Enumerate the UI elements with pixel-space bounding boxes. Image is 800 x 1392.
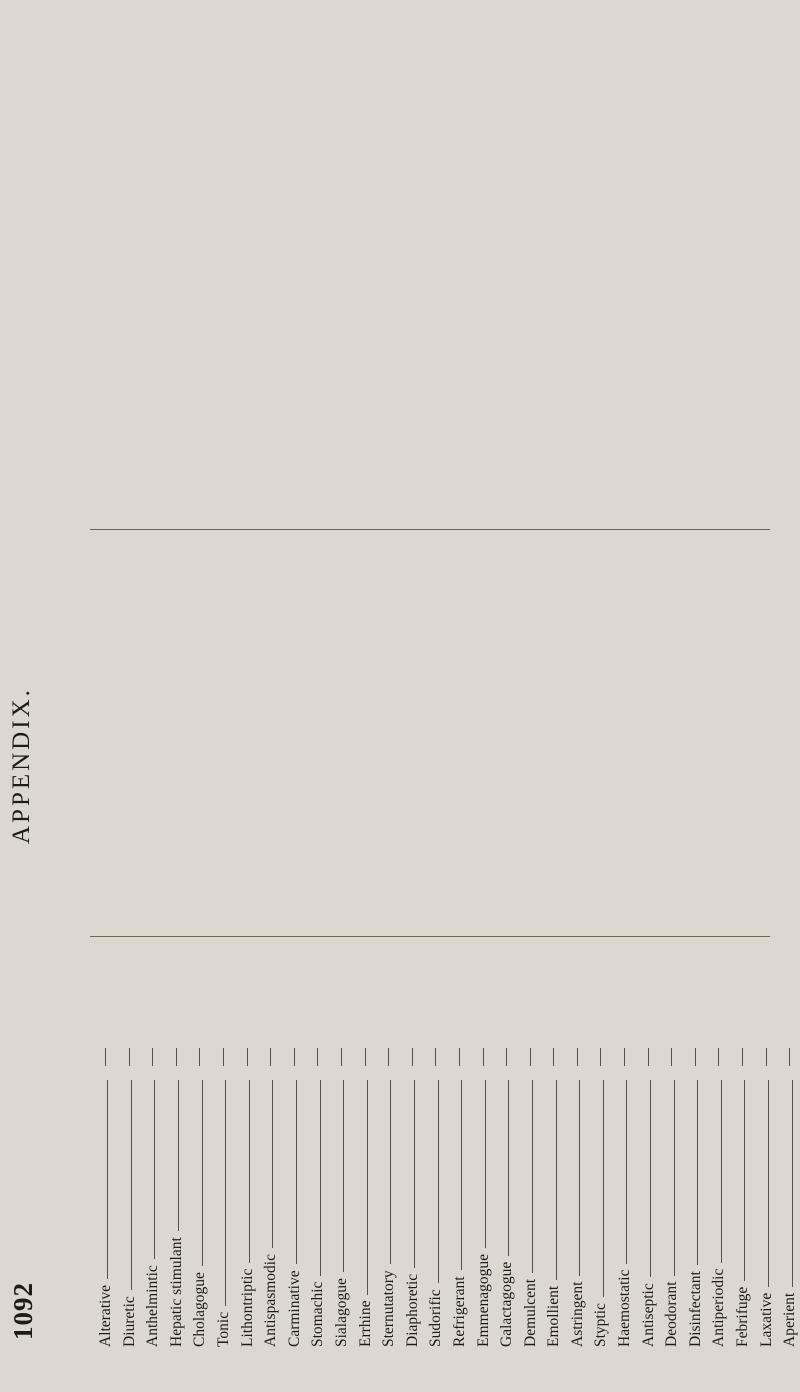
- table-row: [707, 954, 731, 1347]
- leader-line: [178, 1080, 179, 1231]
- dash-mark: [648, 1048, 649, 1066]
- entry-label: Galactagogue: [498, 1261, 516, 1347]
- table-row: [589, 954, 613, 1347]
- leader-line: [650, 1080, 651, 1277]
- entry-label: Aperient: [781, 1292, 799, 1347]
- leader-line: [249, 1080, 250, 1263]
- leader-line: [556, 1080, 557, 1280]
- entry-label: Diuretic: [120, 1296, 138, 1347]
- dash-mark: [789, 1048, 790, 1066]
- table-row: [354, 954, 378, 1347]
- leader-line: [697, 1080, 698, 1265]
- table-row: [283, 954, 307, 1347]
- entry-label: Emollient: [545, 1285, 563, 1347]
- dash-mark: [483, 1048, 484, 1066]
- leader-line: [367, 1080, 368, 1295]
- dash-mark: [317, 1048, 318, 1066]
- dash-mark: [341, 1048, 342, 1066]
- dash-mark: [199, 1048, 200, 1066]
- entry-label: Antispasmodic: [262, 1254, 280, 1347]
- leader-line: [626, 1080, 627, 1264]
- entry-label: Laxative: [757, 1292, 775, 1347]
- dash-mark: [766, 1048, 767, 1066]
- leader-line: [131, 1080, 132, 1290]
- table-row: [755, 954, 779, 1347]
- entry-label: Alterative: [97, 1285, 114, 1347]
- entry-label: Demulcent: [521, 1278, 539, 1347]
- leader-line: [532, 1080, 533, 1273]
- dash-mark: [742, 1048, 743, 1066]
- table-row: [472, 954, 496, 1347]
- table-row: [94, 954, 118, 1347]
- table-row: [519, 954, 543, 1347]
- dash-mark: [695, 1048, 696, 1066]
- leader-line: [768, 1080, 769, 1287]
- leader-line: [296, 1080, 297, 1264]
- leader-line: [320, 1080, 321, 1276]
- table-row: [660, 954, 684, 1347]
- table-column-1: [94, 954, 800, 1347]
- leader-line: [461, 1080, 462, 1270]
- dash-mark: [270, 1048, 271, 1066]
- dash-mark: [459, 1048, 460, 1066]
- leader-line: [792, 1080, 793, 1287]
- table-row: [330, 954, 354, 1347]
- table-column-3: [94, 61, 118, 516]
- entry-label: Styptic: [592, 1303, 610, 1347]
- table-row: [212, 954, 236, 1347]
- table-row: [778, 954, 800, 1347]
- dash-mark: [530, 1048, 531, 1066]
- entry-label: Errhine: [356, 1300, 374, 1347]
- table-row: [542, 954, 566, 1347]
- entry-label: Hepatic stimulant: [167, 1237, 185, 1347]
- leader-line: [390, 1080, 391, 1264]
- entry-label: Antiperiodic: [710, 1268, 728, 1347]
- table-row: [613, 954, 637, 1347]
- entry-label: Haemostatic: [616, 1269, 634, 1347]
- dash-mark: [247, 1048, 248, 1066]
- table-row: [306, 954, 330, 1347]
- leader-line: [508, 1080, 509, 1256]
- entry-label: Astringent: [568, 1281, 586, 1347]
- column-divider: [90, 529, 770, 530]
- dash-mark: [388, 1048, 389, 1066]
- leader-line: [343, 1080, 344, 1272]
- column-footer: [94, 544, 118, 924]
- table-row: [424, 954, 448, 1347]
- leader-line: [414, 1080, 415, 1268]
- dash-mark: [577, 1048, 578, 1066]
- leader-line: [721, 1080, 722, 1263]
- dash-mark: [435, 1048, 436, 1066]
- table-row: [637, 954, 661, 1347]
- column-footer: [94, 61, 118, 516]
- leader-line: [202, 1080, 203, 1266]
- leader-line: [107, 1080, 108, 1279]
- dash-mark: [294, 1048, 295, 1066]
- entry-label: Emmenagogue: [474, 1254, 492, 1347]
- leader-line: [485, 1080, 486, 1248]
- dash-mark: [624, 1048, 625, 1066]
- dash-mark: [671, 1048, 672, 1066]
- leader-line: [674, 1080, 675, 1276]
- dash-mark: [105, 1048, 106, 1066]
- table-row: [188, 954, 212, 1347]
- table-row: [118, 954, 142, 1347]
- entry-label: Refrigerant: [450, 1276, 468, 1347]
- leader-line: [579, 1080, 580, 1276]
- table-row: [731, 954, 755, 1347]
- entry-label: Deodorant: [663, 1281, 681, 1347]
- dash-mark: [152, 1048, 153, 1066]
- entry-label: Anthelmintic: [144, 1265, 162, 1347]
- leader-line: [272, 1080, 273, 1248]
- entry-label: Sternutatory: [380, 1270, 398, 1347]
- table-column-2: [94, 544, 118, 924]
- entry-label: Carminative: [285, 1270, 303, 1347]
- leader-line: [154, 1080, 155, 1259]
- dash-mark: [223, 1048, 224, 1066]
- page-number: 1092: [8, 1282, 38, 1340]
- entry-label: Cholagogue: [191, 1272, 209, 1347]
- running-head: APPENDIX.: [8, 687, 35, 844]
- entry-label: Antiseptic: [639, 1283, 657, 1347]
- table-row: [684, 954, 708, 1347]
- table-row: [259, 954, 283, 1347]
- dash-mark: [600, 1048, 601, 1066]
- entry-label: Lithontriptic: [238, 1268, 256, 1347]
- table-row: [401, 954, 425, 1347]
- entry-label: Sudorific: [427, 1289, 445, 1347]
- entry-label: Febrifuge: [734, 1286, 752, 1347]
- dash-mark: [176, 1048, 177, 1066]
- entry-label: Disinfectant: [686, 1271, 704, 1347]
- dash-mark: [365, 1048, 366, 1066]
- table-row: [495, 954, 519, 1347]
- table-row: [377, 954, 401, 1347]
- dash-mark: [718, 1048, 719, 1066]
- dash-mark: [129, 1048, 130, 1066]
- leader-line: [603, 1080, 604, 1297]
- leader-line: [744, 1080, 745, 1281]
- table-row: [566, 954, 590, 1347]
- dash-mark: [506, 1048, 507, 1066]
- dash-mark: [412, 1048, 413, 1066]
- entry-label: Sialagogue: [332, 1278, 350, 1347]
- entry-label: Diaphoretic: [403, 1273, 421, 1347]
- entry-label: Tonic: [214, 1311, 232, 1347]
- leader-line: [438, 1080, 439, 1283]
- entry-label: Stomachic: [309, 1281, 327, 1347]
- table-row: [141, 954, 165, 1347]
- table-row: [236, 954, 260, 1347]
- table-row: [448, 954, 472, 1347]
- table-row: [165, 954, 189, 1347]
- column-divider: [90, 936, 770, 937]
- dash-mark: [553, 1048, 554, 1066]
- leader-line: [225, 1080, 226, 1306]
